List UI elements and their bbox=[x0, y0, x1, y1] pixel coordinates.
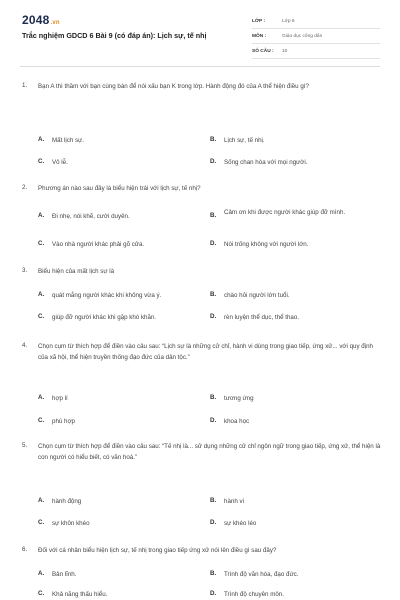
question-number: 4. bbox=[22, 342, 28, 349]
option-letter: C. bbox=[38, 313, 45, 320]
meta-label: SỐ CÂU : bbox=[252, 48, 274, 54]
option-text: sự khéo léo bbox=[224, 520, 257, 527]
option-letter: B. bbox=[210, 570, 217, 577]
option-letter: B. bbox=[210, 394, 217, 401]
option-text: Sống chan hòa với mọi người. bbox=[224, 159, 308, 166]
option-letter: C. bbox=[38, 590, 45, 597]
logo-suffix: .vn bbox=[50, 20, 60, 26]
site-logo[interactable] bbox=[22, 13, 60, 27]
option-text: Cảm ơn khi được người khác giúp đỡ mình. bbox=[224, 209, 346, 216]
header-divider bbox=[20, 66, 380, 67]
option-text: Trình độ chuyên môn. bbox=[224, 591, 284, 598]
option-letter: B. bbox=[210, 497, 217, 504]
option-text: Vào nhà người khác phải gõ cửa. bbox=[52, 241, 145, 248]
option-letter: A. bbox=[38, 570, 45, 577]
option-text: Vô lễ. bbox=[52, 159, 68, 166]
option-letter: C. bbox=[38, 417, 45, 424]
option-letter: B. bbox=[210, 136, 217, 143]
option-text: Trình độ văn hóa, đạo đức. bbox=[224, 571, 299, 578]
option-text: sự khôn khéo bbox=[52, 520, 90, 527]
option-letter: B. bbox=[210, 291, 217, 298]
option-letter: B. bbox=[210, 212, 217, 219]
option-letter: C. bbox=[38, 519, 45, 526]
meta-value: 10 bbox=[282, 48, 288, 54]
question-number: 2. bbox=[22, 184, 28, 191]
option-text: quát mắng người khác khi không vừa ý. bbox=[52, 292, 162, 299]
question-text: Chọn cụm từ thích hợp để điền vào câu sau: “Tế nhị là... sử dụng những cử chỉ ngôn ngữ trong giao tiếp, ứng xử, thể hiện là con người có hiểu biết, có văn hoá.” bbox=[38, 443, 381, 461]
option-letter: D. bbox=[210, 158, 217, 165]
option-letter: A. bbox=[38, 497, 45, 504]
option-letter: A. bbox=[38, 394, 45, 401]
meta-row-count bbox=[252, 44, 380, 59]
option-text: Đi nhẹ, nói khẽ, cười duyên. bbox=[52, 213, 130, 220]
option-letter: D. bbox=[210, 313, 217, 320]
page-title: Trắc nghiệm GDCD 6 Bài 9 (có đáp án): Lịch sự, tế nhị bbox=[22, 31, 207, 40]
option-text: hợp lí bbox=[52, 395, 68, 402]
option-text: hành động bbox=[52, 498, 82, 505]
meta-label: MÔN : bbox=[252, 33, 267, 39]
meta-value: Lớp 6 bbox=[282, 18, 295, 24]
option-text: hành vi bbox=[224, 498, 244, 505]
question-text: Biểu hiện của mất lịch sự là bbox=[38, 268, 115, 275]
option-letter: D. bbox=[210, 240, 217, 247]
question-number: 6. bbox=[22, 546, 28, 553]
option-text: khoa học bbox=[224, 418, 250, 425]
option-text: phù hợp bbox=[52, 418, 75, 425]
question-text: Đối với cá nhân biểu hiện lịch sự, tế nhị trong giao tiếp ứng xử nói lên điều gì sau đây? bbox=[38, 547, 277, 554]
option-text: Lịch sự, tế nhị. bbox=[224, 137, 265, 144]
option-letter: D. bbox=[210, 590, 217, 597]
question-text: Bạn A thì thầm với bạn cùng bàn để nói xấu bạn K trong lớp. Hành động đó của A thể hiện điều gì? bbox=[38, 83, 309, 90]
meta-label: LỚP : bbox=[252, 18, 266, 24]
question-number: 3. bbox=[22, 267, 28, 274]
option-text: chào hỏi người lớn tuổi. bbox=[224, 292, 290, 299]
option-text: giúp đỡ người khác khi gặp khó khăn. bbox=[52, 314, 157, 321]
question-number: 1. bbox=[22, 82, 28, 89]
option-text: tương ứng bbox=[224, 395, 254, 402]
option-letter: D. bbox=[210, 519, 217, 526]
question-text: Phương án nào sau đây là biểu hiện trái với lịch sự, tế nhị? bbox=[38, 185, 201, 192]
meta-panel bbox=[252, 14, 380, 59]
option-text: Nói trống không với người lớn. bbox=[224, 241, 309, 248]
option-text: Mất lịch sự. bbox=[52, 137, 84, 144]
question-number: 5. bbox=[22, 442, 28, 449]
page-header bbox=[0, 0, 400, 66]
option-text: rèn luyện thể dục, thể thao. bbox=[224, 314, 299, 321]
option-text: Khả năng thấu hiểu. bbox=[52, 591, 108, 598]
question-text: Chọn cụm từ thích hợp để điền vào câu sau: “Lịch sự là những cử chỉ, hành vi dùng trong giao tiếp, ứng xử... với quy định của xã hội, thể hiện truyền thống đạo đức của dân tộc.” bbox=[38, 343, 373, 361]
option-letter: C. bbox=[38, 240, 45, 247]
option-letter: D. bbox=[210, 417, 217, 424]
option-letter: A. bbox=[38, 136, 45, 143]
option-letter: A. bbox=[38, 291, 45, 298]
option-letter: C. bbox=[38, 158, 45, 165]
option-text: Bản lĩnh. bbox=[52, 571, 77, 578]
option-letter: A. bbox=[38, 212, 45, 219]
logo-text: 2048 bbox=[22, 13, 50, 27]
meta-value: Giáo dục công dân bbox=[282, 33, 323, 39]
meta-row-class bbox=[252, 14, 380, 29]
meta-row-subject bbox=[252, 29, 380, 44]
